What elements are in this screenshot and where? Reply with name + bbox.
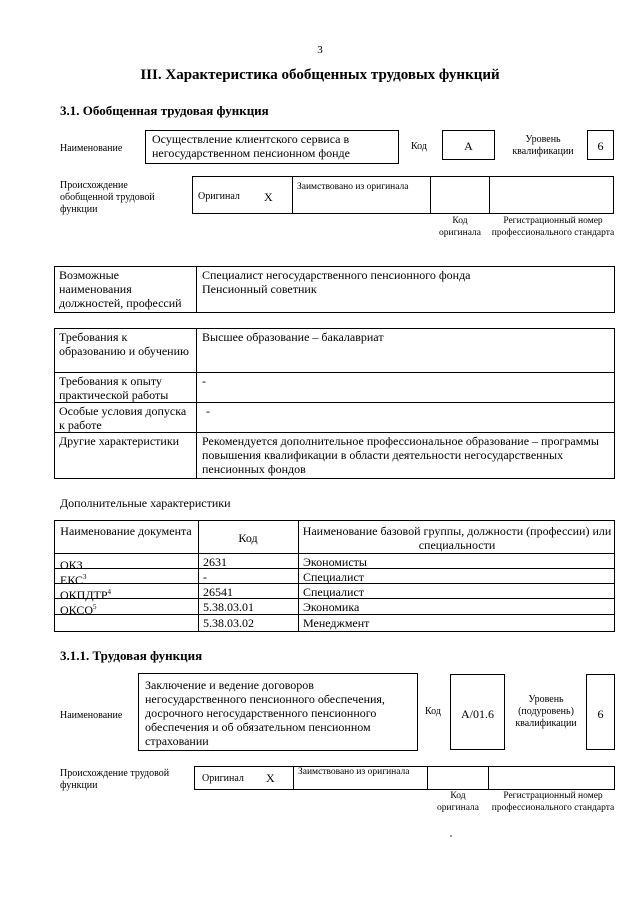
col-code-header: Код (238, 531, 258, 545)
req-other-value: Рекомендуется дополнительное профессиональное образование – программы повышения квалификации в области деятельности негосударственных пенсионных фондов (202, 434, 599, 476)
row-code: 26541 (203, 585, 233, 599)
tf-heading: 3.1.1. Трудовая функция (60, 648, 203, 663)
req-experience-value: - (202, 374, 206, 388)
tf-origin-label: Происхождение трудовой функции (60, 768, 170, 791)
tf-level-value: 6 (586, 674, 615, 750)
req-other-label: Другие характеристики (59, 434, 180, 448)
gtf-original-mark: X (264, 190, 273, 204)
tf-name-value: Заключение и ведение договоров негосударственного пенсионного обеспечения, досрочного негосударственного пенсионного обеспечения и об обязательном пенсионном страховании (138, 673, 418, 751)
req-experience-label: Требования к опыту практической работы (59, 374, 169, 402)
positions-label: Возможные наименования должностей, профессий (59, 268, 182, 310)
tf-borrowed-label: Заимствовано из оригинала (298, 767, 410, 777)
gtf-heading: 3.1. Обобщенная трудовая функция (60, 103, 269, 118)
row-name: Специалист (303, 570, 365, 584)
gtf-code-label: Код (411, 141, 427, 152)
req-education-value: Высшее образование – бакалавриат (202, 330, 384, 344)
page-number: 3 (317, 44, 323, 56)
additional-heading: Дополнительные характеристики (60, 496, 231, 510)
gtf-name-value: Осуществление клиентского сервиса в негосударственном пенсионном фонде (145, 130, 399, 164)
gtf-original-label: Оригинал (198, 191, 240, 202)
gtf-level-value: 6 (587, 130, 614, 160)
row-doc: ЕКС$^3$ (60, 573, 87, 587)
row-code: 2631 (203, 555, 227, 569)
row-code: 5.38.03.01 (203, 600, 254, 614)
tf-code-label: Код (425, 706, 441, 717)
row-name: Специалист (303, 585, 365, 599)
col-doc-header: Наименование документа (60, 524, 192, 538)
gtf-code-value: A (442, 130, 495, 160)
tf-reg-number-label: Регистрационный номер профессионального стандарта (491, 791, 615, 813)
row-doc: ОКЗ (60, 558, 83, 572)
gtf-name-label: Наименование (60, 143, 123, 154)
tf-original-label: Оригинал (202, 773, 244, 784)
positions-value-2: Пенсионный советник (202, 282, 317, 296)
req-conditions-value: - (206, 404, 210, 418)
positions-value-1: Специалист негосударственного пенсионного фонда (202, 268, 471, 282)
col-group-header: Наименование базовой группы, должности (профессии) или специальности (302, 524, 612, 552)
section-title: III. Характеристика обобщенных трудовых функций (140, 67, 500, 83)
req-conditions-label: Особые условия допуска к работе (59, 404, 187, 432)
row-name: Экономика (303, 600, 360, 614)
scan-speck (450, 835, 452, 837)
tf-origin-code-label: Код оригинала (437, 791, 479, 813)
row-name: Менеджмент (303, 616, 370, 630)
gtf-reg-number-label: Регистрационный номер профессионального стандарта (491, 216, 615, 238)
gtf-level-label: Уровень квалификации (512, 134, 574, 157)
tf-original-mark: X (266, 771, 275, 785)
tf-level-label: Уровень (подуровень) квалификации (515, 694, 577, 729)
row-code: - (203, 570, 207, 584)
gtf-origin-code-label: Код оригинала (439, 216, 481, 238)
tf-code-value: A/01.6 (450, 674, 505, 750)
tf-name-label: Наименование (60, 710, 123, 721)
req-education-label: Требования к образованию и обучению (59, 330, 189, 358)
row-name: Экономисты (303, 555, 367, 569)
row-doc: ОКПДТР$^4$ (60, 588, 112, 602)
row-doc: ОКСО$^5$ (60, 603, 97, 617)
row-code: 5.38.03.02 (203, 616, 254, 630)
gtf-borrowed-label: Заимствовано из оригинала (297, 182, 409, 192)
gtf-origin-label: Происхождение обобщенной трудовой функции (60, 180, 155, 215)
